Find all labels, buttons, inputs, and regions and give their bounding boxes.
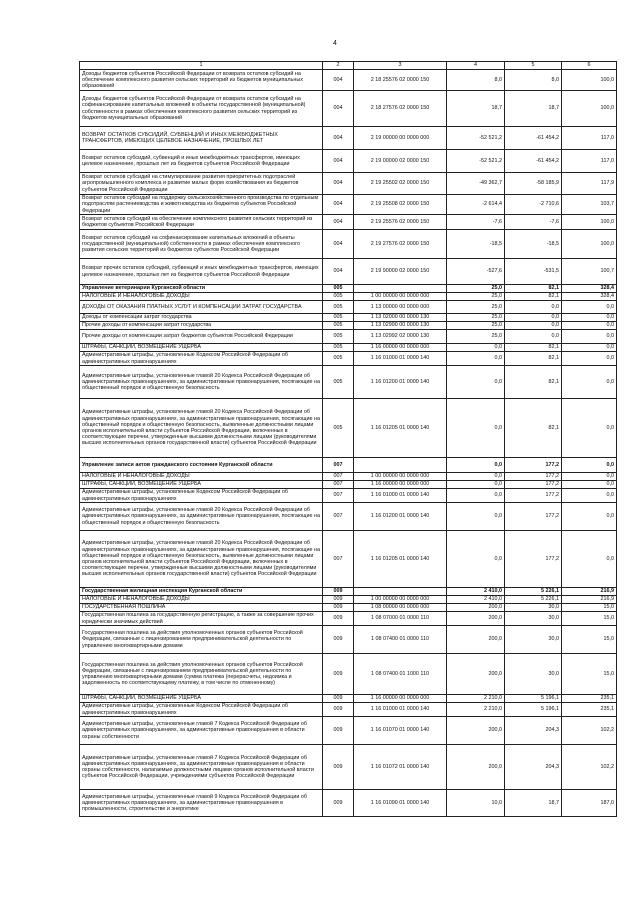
execution-percent: 0,0	[562, 330, 617, 344]
execution-percent: 0,0	[562, 322, 617, 330]
budget-classification-code: 1 08 07000 01 0000 110	[354, 612, 447, 626]
execution-percent: 103,7	[562, 195, 617, 215]
row-description: ДОХОДЫ ОТ ОКАЗАНИЯ ПЛАТНЫХ УСЛУГ И КОМПЕНСАЦИИ ЗАТРАТ ГОСУДАРСТВА	[80, 301, 323, 314]
admin-code: 009	[323, 654, 354, 695]
admin-code: 004	[323, 230, 354, 259]
admin-code: 004	[323, 127, 354, 150]
budget-classification-code: 1 16 01205 01 0000 140	[354, 531, 447, 588]
execution-percent: 100,7	[562, 259, 617, 285]
admin-code: 004	[323, 259, 354, 285]
row-description: Возврат остатков субсидий на стимулирование развития приоритетных подотраслей агропромышленного комплекса и развитие малых форм хозяйствования из бюджетов субъектов Российской Федерации	[80, 173, 323, 195]
planned-amount: 25,0	[447, 301, 505, 314]
table-row	[80, 330, 617, 344]
planned-amount: 8,0	[447, 70, 505, 91]
report-table-body	[80, 62, 617, 817]
executed-amount: 204,3	[505, 717, 562, 745]
row-description: Доходы бюджетов субъектов Российской Федерации от возврата остатков субсидий на обеспечение комплексного развития сельских территорий из бюджетов муниципальных образований	[80, 70, 323, 91]
table-row	[80, 458, 617, 473]
planned-amount: 25,0	[447, 330, 505, 344]
executed-amount: -531,5	[505, 259, 562, 285]
row-description: Административные штрафы, установленные главой 20 Кодекса Российской Федерации об административных правонарушениях, за административные правонарушения, посягающие на общественный порядок и общественную безопасность	[80, 366, 323, 399]
execution-percent: 0,0	[562, 314, 617, 322]
table-row	[80, 531, 617, 588]
table-row	[80, 150, 617, 173]
executed-amount: 177,2	[505, 481, 562, 489]
execution-percent: 216,9	[562, 588, 617, 596]
executed-amount: -61 454,2	[505, 127, 562, 150]
execution-percent: 117,9	[562, 173, 617, 195]
admin-code: 004	[323, 173, 354, 195]
executed-amount: 8,0	[505, 70, 562, 91]
table-row	[80, 481, 617, 489]
planned-amount: 18,7	[447, 91, 505, 127]
planned-amount: 2 210,0	[447, 695, 505, 703]
column-number: 2	[323, 62, 354, 70]
column-number: 3	[354, 62, 447, 70]
admin-code: 004	[323, 195, 354, 215]
planned-amount: 200,0	[447, 626, 505, 654]
row-description: Государственная пошлина за действия уполномоченных органов субъектов Российской Федерации, связанные с лицензированием предпринимательской деятельности по управлению многоквартирными домами	[80, 626, 323, 654]
admin-code: 009	[323, 596, 354, 604]
executed-amount: 204,3	[505, 745, 562, 790]
admin-code: 007	[323, 489, 354, 503]
executed-amount: 5 226,1	[505, 588, 562, 596]
budget-classification-code	[354, 588, 447, 596]
executed-amount: -7,6	[505, 215, 562, 230]
table-row	[80, 230, 617, 259]
row-description: ШТРАФЫ, САНКЦИИ, ВОЗМЕЩЕНИЕ УЩЕРБА	[80, 695, 323, 703]
budget-classification-code: 1 16 01205 01 0000 140	[354, 399, 447, 458]
table-row	[80, 314, 617, 322]
budget-classification-code: 2 19 90000 02 0000 150	[354, 259, 447, 285]
admin-code: 005	[323, 293, 354, 301]
executed-amount: 82,1	[505, 352, 562, 366]
planned-amount: 25,0	[447, 293, 505, 301]
budget-classification-code: 1 13 02992 02 0000 130	[354, 330, 447, 344]
planned-amount: -52 521,2	[447, 127, 505, 150]
budget-classification-code: 1 13 02000 00 0000 130	[354, 314, 447, 322]
planned-amount: 0,0	[447, 503, 505, 531]
execution-percent: 0,0	[562, 366, 617, 399]
column-number: 6	[562, 62, 617, 70]
column-number: 4	[447, 62, 505, 70]
executed-amount: 0,0	[505, 322, 562, 330]
execution-percent: 0,0	[562, 352, 617, 366]
executed-amount: 82,1	[505, 399, 562, 458]
executed-amount: 82,1	[505, 366, 562, 399]
planned-amount: 0,0	[447, 352, 505, 366]
row-description: Прочие доходы от компенсации затрат бюджетов субъектов Российской Федерации	[80, 330, 323, 344]
execution-percent: 100,0	[562, 230, 617, 259]
budget-classification-code: 2 18 27576 02 0000 150	[354, 91, 447, 127]
executed-amount: 177,2	[505, 473, 562, 481]
admin-code: 007	[323, 473, 354, 481]
planned-amount: 25,0	[447, 322, 505, 330]
row-description: Возврат остатков субсидий на поддержку сельскохозяйственного производства по отдельным подотраслям растениеводства и животноводства из бюджетов субъектов Российской Федерации	[80, 195, 323, 215]
executed-amount: 177,2	[505, 531, 562, 588]
admin-code: 005	[323, 285, 354, 293]
admin-code: 005	[323, 352, 354, 366]
planned-amount: 2 410,0	[447, 596, 505, 604]
admin-code: 005	[323, 366, 354, 399]
planned-amount: -7,6	[447, 215, 505, 230]
planned-amount: 25,0	[447, 314, 505, 322]
budget-classification-code: 1 16 00000 00 0000 000	[354, 344, 447, 352]
admin-code: 005	[323, 314, 354, 322]
executed-amount: -58 185,9	[505, 173, 562, 195]
budget-classification-code: 1 16 01070 01 0000 140	[354, 717, 447, 745]
planned-amount: 0,0	[447, 458, 505, 473]
table-row	[80, 352, 617, 366]
execution-percent: 117,0	[562, 150, 617, 173]
row-description: Административные штрафы, установленные Кодексом Российской Федерации об административных правонарушениях	[80, 352, 323, 366]
table-row	[80, 195, 617, 215]
table-row	[80, 173, 617, 195]
row-description: НАЛОГОВЫЕ И НЕНАЛОГОВЫЕ ДОХОДЫ	[80, 596, 323, 604]
planned-amount: -49 362,7	[447, 173, 505, 195]
execution-percent: 100,0	[562, 91, 617, 127]
execution-percent: 216,9	[562, 596, 617, 604]
execution-percent: 0,0	[562, 344, 617, 352]
execution-percent: 0,0	[562, 301, 617, 314]
admin-code: 004	[323, 70, 354, 91]
planned-amount: 0,0	[447, 473, 505, 481]
execution-percent: 328,4	[562, 293, 617, 301]
table-row	[80, 588, 617, 596]
executed-amount: 18,7	[505, 790, 562, 817]
execution-percent: 0,0	[562, 489, 617, 503]
table-row	[80, 322, 617, 330]
execution-percent: 102,2	[562, 717, 617, 745]
table-row	[80, 259, 617, 285]
row-description: Возврат остатков субсидий на софинансирование капитальных вложений в объекты государственной (муниципальной) собственности в рамках обеспечения комплексного развития сельских территорий из бюджетов субъектов Российской Федерации	[80, 230, 323, 259]
budget-classification-code: 2 19 00000 00 0000 000	[354, 127, 447, 150]
admin-code: 004	[323, 91, 354, 127]
executed-amount: 177,2	[505, 503, 562, 531]
row-description: Государственная жилищная инспекция Курганской области	[80, 588, 323, 596]
planned-amount: 0,0	[447, 489, 505, 503]
budget-classification-code: 1 16 01000 01 0000 140	[354, 352, 447, 366]
table-row	[80, 703, 617, 717]
admin-code: 007	[323, 503, 354, 531]
execution-percent: 0,0	[562, 503, 617, 531]
table-row	[80, 127, 617, 150]
executed-amount: -61 454,2	[505, 150, 562, 173]
planned-amount: 200,0	[447, 717, 505, 745]
planned-amount: -18,5	[447, 230, 505, 259]
budget-classification-code: 1 16 01200 01 0000 140	[354, 366, 447, 399]
execution-percent: 15,0	[562, 604, 617, 612]
row-description: Государственная пошлина за действия уполномоченных органов субъектов Российской Федерации, связанные с лицензированием предпринимательской деятельности по управлению многоквартирными домами (сумма платежа (перерасчеты, недоимка и задолженность по соответствующему платежу, в том числе по отмененному)	[80, 654, 323, 695]
admin-code: 004	[323, 150, 354, 173]
table-row	[80, 654, 617, 695]
table-row	[80, 489, 617, 503]
row-description: Административные штрафы, установленные главой 7 Кодекса Российской Федерации об административных правонарушениях, за административные правонарушения в области охраны собственности	[80, 717, 323, 745]
executed-amount: 82,1	[505, 344, 562, 352]
row-description: Административные штрафы, установленные Кодексом Российской Федерации об административных правонарушениях	[80, 703, 323, 717]
planned-amount: -527,6	[447, 259, 505, 285]
execution-percent: 0,0	[562, 458, 617, 473]
executed-amount: -2 710,6	[505, 195, 562, 215]
planned-amount: 0,0	[447, 366, 505, 399]
budget-classification-code: 2 19 25576 02 0000 150	[354, 215, 447, 230]
execution-percent: 15,0	[562, 612, 617, 626]
planned-amount: 2 210,0	[447, 703, 505, 717]
table-row	[80, 293, 617, 301]
budget-classification-code: 1 08 07400 01 0000 110	[354, 626, 447, 654]
executed-amount: 177,2	[505, 458, 562, 473]
budget-classification-code: 1 00 00000 00 0000 000	[354, 293, 447, 301]
execution-percent: 0,0	[562, 531, 617, 588]
admin-code: 005	[323, 322, 354, 330]
executed-amount: 5 196,1	[505, 695, 562, 703]
row-description: Возврат прочих остатков субсидий, субвенций и иных межбюджетных трансфертов, имеющих целевое назначение, прошлых лет из бюджетов субъектов Российской Федерации	[80, 259, 323, 285]
planned-amount: 2 410,0	[447, 588, 505, 596]
admin-code: 009	[323, 717, 354, 745]
admin-code: 005	[323, 399, 354, 458]
planned-amount: -52 521,2	[447, 150, 505, 173]
admin-code: 007	[323, 458, 354, 473]
executed-amount: 5 196,1	[505, 703, 562, 717]
budget-classification-code: 1 16 00000 00 0000 000	[354, 695, 447, 703]
table-row	[80, 596, 617, 604]
execution-percent: 102,2	[562, 745, 617, 790]
budget-classification-code: 1 00 00000 00 0000 000	[354, 596, 447, 604]
planned-amount: 0,0	[447, 531, 505, 588]
row-description: ГОСУДАРСТВЕННАЯ ПОШЛИНА	[80, 604, 323, 612]
row-description: Государственная пошлина за государственную регистрацию, а также за совершение прочих юридически значимых действий	[80, 612, 323, 626]
executed-amount: 0,0	[505, 301, 562, 314]
executed-amount: 177,2	[505, 489, 562, 503]
executed-amount: 82,1	[505, 285, 562, 293]
row-description: Административные штрафы, установленные главой 7 Кодекса Российской Федерации об административных правонарушениях, за административные правонарушения в области охраны собственности, налагаемые должностными лицами органов исполнительной власти субъектов Российской Федерации, учреждениями субъектов Российской Федерации	[80, 745, 323, 790]
execution-percent: 187,0	[562, 790, 617, 817]
table-row	[80, 70, 617, 91]
admin-code: 009	[323, 626, 354, 654]
table-row	[80, 473, 617, 481]
budget-classification-code: 1 16 01200 01 0000 140	[354, 503, 447, 531]
row-description: Административные штрафы, установленные главой 9 Кодекса Российской Федерации об административных правонарушениях, за административные правонарушения в промышленности, строительстве и энергетике	[80, 790, 323, 817]
planned-amount: 200,0	[447, 745, 505, 790]
row-description: НАЛОГОВЫЕ И НЕНАЛОГОВЫЕ ДОХОДЫ	[80, 473, 323, 481]
admin-code: 007	[323, 481, 354, 489]
execution-percent: 15,0	[562, 626, 617, 654]
budget-classification-code: 1 13 02990 00 0000 130	[354, 322, 447, 330]
budget-classification-code: 1 16 01072 01 0000 140	[354, 745, 447, 790]
execution-percent: 0,0	[562, 473, 617, 481]
budget-classification-code: 1 16 01000 01 0000 140	[354, 489, 447, 503]
executed-amount: 0,0	[505, 330, 562, 344]
row-description: Возврат остатков субсидий на обеспечение комплексного развития сельских территорий из бюджетов субъектов Российской Федерации	[80, 215, 323, 230]
page-number: 4	[333, 40, 337, 47]
admin-code: 009	[323, 703, 354, 717]
row-description: Возврат остатков субсидий, субвенций и иных межбюджетных трансфертов, имеющих целевое назначение, прошлых лет из бюджетов субъектов Российской Федерации	[80, 150, 323, 173]
execution-percent: 0,0	[562, 399, 617, 458]
executed-amount: 30,0	[505, 612, 562, 626]
executed-amount: 5 226,1	[505, 596, 562, 604]
table-row	[80, 612, 617, 626]
executed-amount: -18,5	[505, 230, 562, 259]
table-row	[80, 215, 617, 230]
executed-amount: 30,0	[505, 604, 562, 612]
table-row	[80, 626, 617, 654]
table-row	[80, 604, 617, 612]
admin-code: 009	[323, 790, 354, 817]
row-description: ВОЗВРАТ ОСТАТКОВ СУБСИДИЙ, СУБВЕНЦИЙ И ИНЫХ МЕЖБЮДЖЕТНЫХ ТРАНСФЕРТОВ, ИМЕЮЩИХ ЦЕЛЕВОЕ НАЗНАЧЕНИЕ, ПРОШЛЫХ ЛЕТ	[80, 127, 323, 150]
executed-amount: 30,0	[505, 626, 562, 654]
row-description: Доходы от компенсации затрат государства	[80, 314, 323, 322]
admin-code: 009	[323, 588, 354, 596]
table-row	[80, 503, 617, 531]
executed-amount: 82,1	[505, 293, 562, 301]
planned-amount: 10,0	[447, 790, 505, 817]
row-description: Административные штрафы, установленные главой 20 Кодекса Российской Федерации об административных правонарушениях, за административные правонарушения, посягающие на общественный порядок и общественную безопасность, выявленные должностными лицами органов исполнительной власти субъектов Российской Федерации, включенных в соответствующие перечни, утвержденные высшими должностными лицами (руководителями высших исполнительных органов государственной власти) субъектов Российской Федерации	[80, 531, 323, 588]
execution-percent: 100,0	[562, 70, 617, 91]
admin-code: 005	[323, 344, 354, 352]
budget-classification-code: 1 00 00000 00 0000 000	[354, 473, 447, 481]
execution-percent: 235,1	[562, 695, 617, 703]
table-row	[80, 745, 617, 790]
admin-code: 009	[323, 604, 354, 612]
budget-classification-code: 2 19 00000 02 0000 150	[354, 150, 447, 173]
planned-amount: 200,0	[447, 604, 505, 612]
planned-amount: 200,0	[447, 654, 505, 695]
table-row	[80, 717, 617, 745]
budget-classification-code: 2 19 25502 02 0000 150	[354, 173, 447, 195]
budget-classification-code: 1 16 00000 00 0000 000	[354, 481, 447, 489]
admin-code: 004	[323, 215, 354, 230]
row-description: Управление записи актов гражданского состояния Курганской области	[80, 458, 323, 473]
row-description: НАЛОГОВЫЕ И НЕНАЛОГОВЫЕ ДОХОДЫ	[80, 293, 323, 301]
execution-percent: 15,0	[562, 654, 617, 695]
table-row	[80, 366, 617, 399]
planned-amount: 200,0	[447, 612, 505, 626]
budget-classification-code: 1 16 01090 01 0000 140	[354, 790, 447, 817]
column-number-row	[80, 62, 617, 70]
row-description: Доходы бюджетов субъектов Российской Федерации от возврата остатков субсидий на софинансирование капитальных вложений в объекты государственной (муниципальной) собственности в рамках обеспечения комплексного развития сельских территорий из бюджетов муниципальных образований	[80, 91, 323, 127]
table-row	[80, 301, 617, 314]
execution-percent: 100,0	[562, 215, 617, 230]
planned-amount: 0,0	[447, 481, 505, 489]
row-description: Административные штрафы, установленные Кодексом Российской Федерации об административных правонарушениях	[80, 489, 323, 503]
table-row	[80, 695, 617, 703]
execution-percent: 328,4	[562, 285, 617, 293]
budget-classification-code: 1 16 01000 01 0000 140	[354, 703, 447, 717]
executed-amount: 30,0	[505, 654, 562, 695]
executed-amount: 0,0	[505, 314, 562, 322]
row-description: Административные штрафы, установленные главой 20 Кодекса Российской Федерации об административных правонарушениях, за административные правонарушения, посягающие на общественный порядок и общественную безопасность, выявленные должностными лицами органов исполнительной власти субъектов Российской Федерации, включенных в соответствующие перечни, утвержденные высшими должностными лицами (руководителями высших исполнительных органов государственной власти) субъектов Российской Федерации	[80, 399, 323, 458]
admin-code: 009	[323, 695, 354, 703]
table-row	[80, 91, 617, 127]
admin-code: 005	[323, 330, 354, 344]
budget-classification-code: 1 08 00000 00 0000 000	[354, 604, 447, 612]
budget-classification-code	[354, 285, 447, 293]
table-row	[80, 344, 617, 352]
budget-classification-code: 1 08 07400 01 1000 110	[354, 654, 447, 695]
budget-classification-code	[354, 458, 447, 473]
execution-percent: 235,1	[562, 703, 617, 717]
admin-code: 009	[323, 612, 354, 626]
table-row	[80, 399, 617, 458]
execution-percent: 117,0	[562, 127, 617, 150]
table-row	[80, 790, 617, 817]
admin-code: 007	[323, 531, 354, 588]
row-description: ШТРАФЫ, САНКЦИИ, ВОЗМЕЩЕНИЕ УЩЕРБА	[80, 344, 323, 352]
row-description: Управление ветеринарии Курганской области	[80, 285, 323, 293]
admin-code: 005	[323, 301, 354, 314]
execution-percent: 0,0	[562, 481, 617, 489]
admin-code: 009	[323, 745, 354, 790]
column-number: 5	[505, 62, 562, 70]
revenue-report-table	[79, 61, 617, 817]
row-description: Административные штрафы, установленные главой 20 Кодекса Российской Федерации об административных правонарушениях, за административные правонарушения, посягающие на общественный порядок и общественную безопасность	[80, 503, 323, 531]
budget-classification-code: 2 19 25508 02 0000 150	[354, 195, 447, 215]
row-description: Прочие доходы от компенсации затрат государства	[80, 322, 323, 330]
column-number: 1	[80, 62, 323, 70]
executed-amount: 18,7	[505, 91, 562, 127]
planned-amount: 25,0	[447, 285, 505, 293]
table-row	[80, 285, 617, 293]
budget-classification-code: 2 18 25576 02 0000 150	[354, 70, 447, 91]
row-description: ШТРАФЫ, САНКЦИИ, ВОЗМЕЩЕНИЕ УЩЕРБА	[80, 481, 323, 489]
planned-amount: 0,0	[447, 344, 505, 352]
budget-classification-code: 2 19 27576 02 0000 150	[354, 230, 447, 259]
planned-amount: -2 614,4	[447, 195, 505, 215]
budget-classification-code: 1 13 00000 00 0000 000	[354, 301, 447, 314]
planned-amount: 0,0	[447, 399, 505, 458]
